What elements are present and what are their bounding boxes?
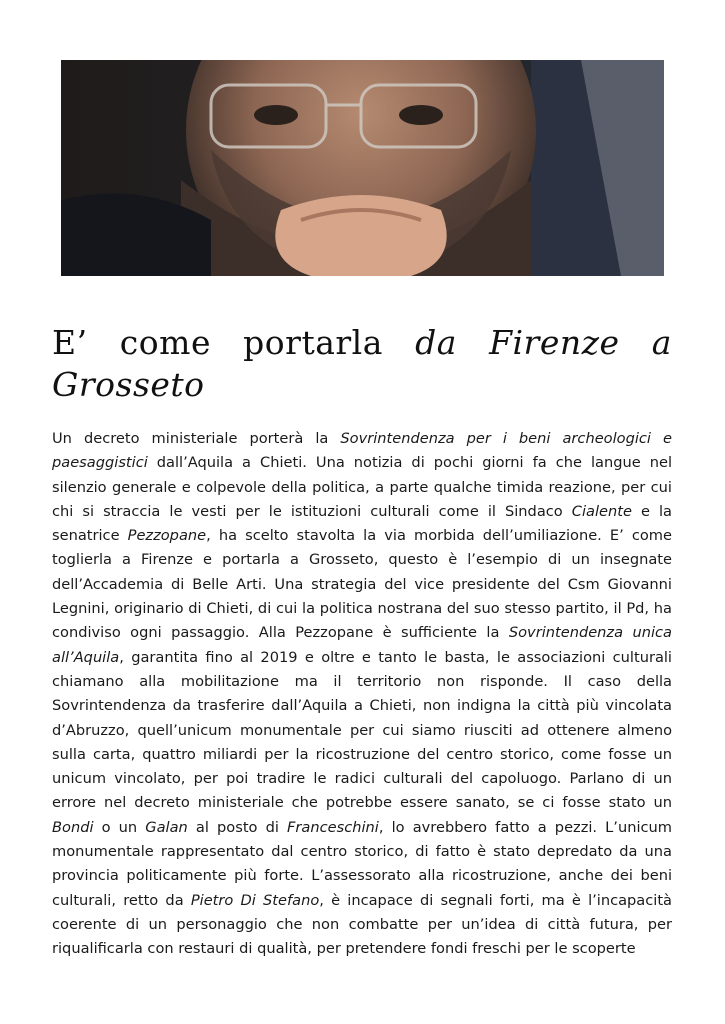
article-emphasis: Pezzopane	[127, 527, 207, 545]
article-emphasis: Sovrintendenza unica all’Aquila	[52, 624, 672, 666]
article-text: o un	[93, 818, 146, 836]
title-line-2: Grosseto	[52, 365, 205, 404]
article-text: dall’Aquila a Chieti. Una notizia di pochi giorni fa che langue nel silenzio generale e colpevole della politica, a parte qualche timida reazione, per cui chi si straccia le vesti per le istituzioni culturali come il Sindaco	[52, 454, 672, 520]
article-emphasis: Pietro Di Stefano	[190, 891, 320, 909]
title-word: Firenze	[489, 323, 620, 362]
article-emphasis: Bondi	[52, 818, 94, 836]
portrait-photo-icon	[61, 60, 664, 276]
article-text: e la senatrice	[52, 502, 672, 545]
article-emphasis: Galan	[145, 818, 188, 836]
article-text: Un decreto ministeriale porterà la	[52, 430, 341, 447]
title-word: portarla	[243, 323, 383, 362]
article-emphasis: Sovrintendenza per i beni archeologici e paesaggistici	[52, 430, 672, 472]
title-word: a	[651, 323, 672, 362]
article-body	[52, 427, 672, 962]
article-photo	[61, 60, 664, 276]
article-text: al posto di	[187, 818, 288, 836]
article-title	[52, 322, 672, 406]
article-emphasis: Franceschini	[287, 818, 379, 836]
article-text: , è incapace di segnali forti, ma è l’incapacità coerente di un personaggio che non combatte per un’idea di città futura, per riqualificarla con restauri di qualità, per pretendere fondi freschi per le scoperte	[52, 891, 672, 958]
article-text: , ha scelto stavolta la via morbida dell’umiliazione. E’ come toglierla a Firenze e portarla a Grosseto, questo è l’esempio di un insegnate dell’Accademia di Belle Arti. Una strategia del vice presidente del Csm Giovanni Legnini, originario di Chieti, di cui la politica nostrana del suo stesso partito, il Pd, ha condiviso ogni passaggio. Alla Pezzopane è sufficiente la	[52, 527, 673, 642]
title-line-1	[52, 322, 672, 364]
article-emphasis: Cialente	[571, 502, 632, 520]
title-word: da	[415, 323, 457, 362]
article-text: , garantita fino al 2019 e oltre e tanto le basta, le associazioni culturali chiamano alla mobilitazione ma il territorio non risponde. Il caso della Sovrintendenza da trasferire dall’Aquila a Chieti, non indigna la città più vincolata d’Abruzzo, quell’unicum monumentale per cui siamo riusciti ad ottenere almeno sulla carta, quattro miliardi per la ricostruzione del centro storico, come fosse un unicum vincolato, per poi tradire le radici culturali del capoluogo. Parlano di un errore nel decreto ministeriale che potrebbe essere sanato, se ci fosse stato un	[52, 648, 672, 812]
article-text: , lo avrebbero fatto a pezzi. L’unicum monumentale rappresentato dal centro storico, di fatto è stato depredato da una provincia politicamente più forte. L’assessorato alla ricostruzione, anche dei beni culturali, retto da	[52, 818, 672, 909]
title-word: come	[119, 323, 211, 362]
title-word: E’	[52, 323, 88, 362]
